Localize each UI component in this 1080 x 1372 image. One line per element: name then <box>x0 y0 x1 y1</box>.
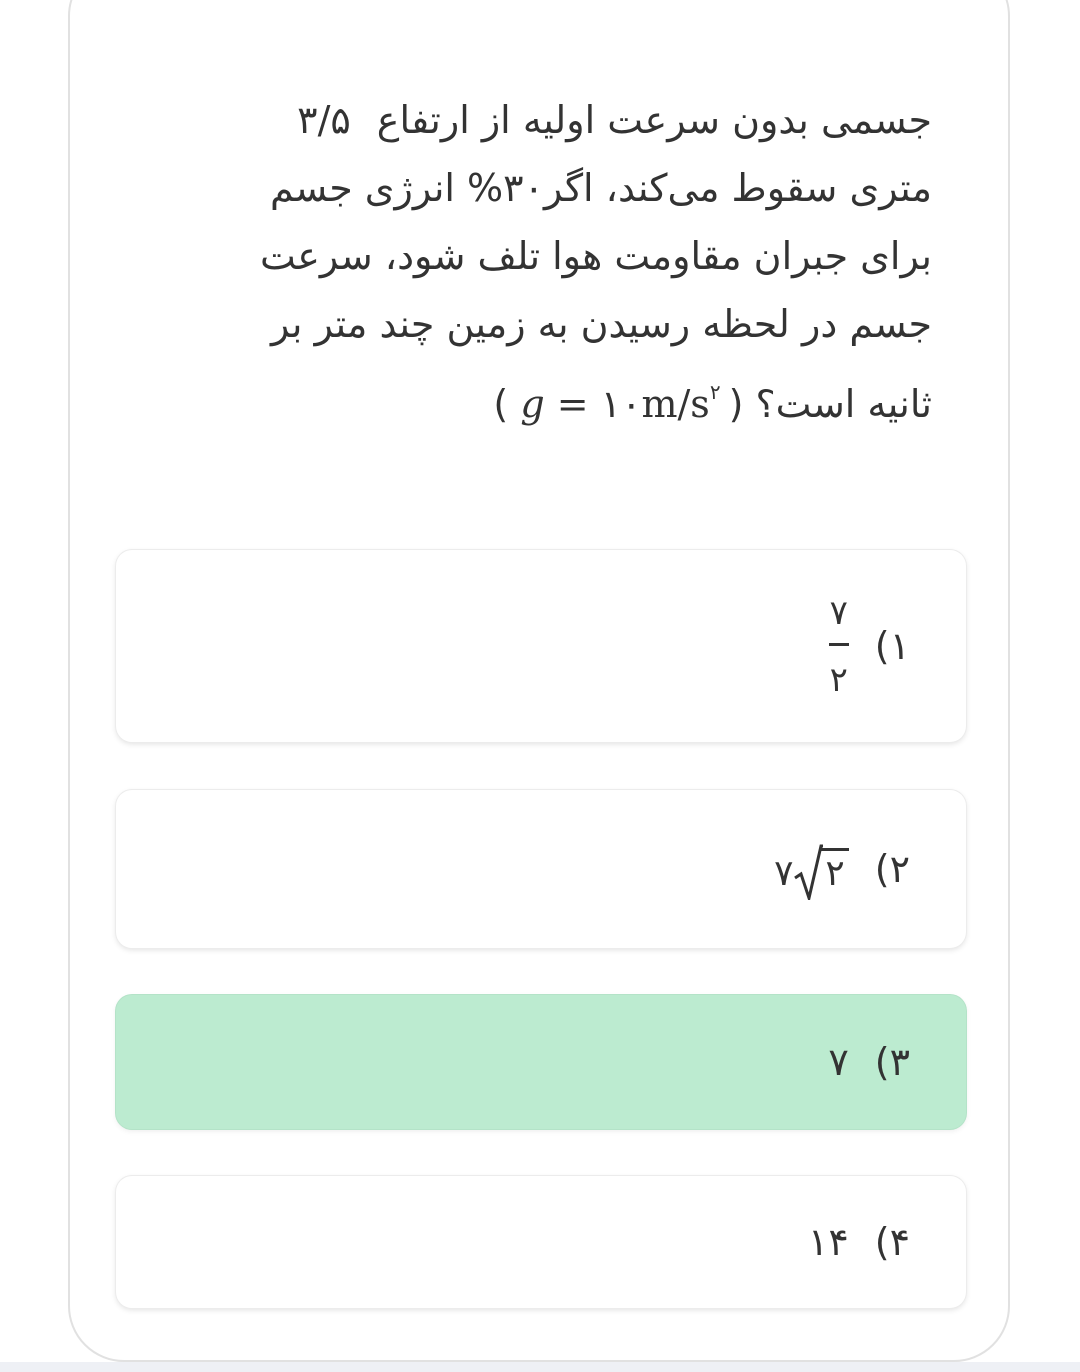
question-line-4: جسم در لحظه رسیدن به زمین چند متر بر <box>270 302 932 346</box>
option-2[interactable] <box>116 790 966 948</box>
question-line-1 <box>150 86 932 154</box>
option-3-correct[interactable] <box>116 995 966 1129</box>
question-line-2: متری سقوط می‌کند، اگر۳۰% انرژی جسم <box>270 166 932 210</box>
option-2-sqrt-expression <box>774 844 849 894</box>
option-4-value: ۱۴ <box>807 1220 849 1264</box>
question-line-3: برای جبران مقاومت هوا تلف شود، سرعت <box>259 234 932 278</box>
formula-close: ) <box>493 382 521 426</box>
option-1-number: ۱) <box>874 624 910 668</box>
option-3-content <box>828 995 910 1129</box>
formula-exponent: ۲ <box>709 380 721 404</box>
formula-value: = ۱۰m/s <box>544 382 710 426</box>
square-root-icon <box>793 844 823 900</box>
question-line-5 <box>150 358 932 438</box>
gravity-formula <box>520 358 720 438</box>
option-4[interactable] <box>116 1176 966 1308</box>
formula-g: g <box>520 382 545 426</box>
fraction-bar <box>829 643 849 646</box>
option-2-number: ۲) <box>874 847 910 891</box>
option-3-value: ۷ <box>828 1040 849 1084</box>
question-line-5-text: ثانیه است؟ ( <box>728 382 932 426</box>
bottom-strip <box>0 1362 1080 1372</box>
height-value: ۳/۵ <box>297 98 351 142</box>
question-text <box>150 86 932 438</box>
option-4-number: ۴) <box>874 1220 910 1264</box>
option-4-content <box>808 1176 910 1308</box>
option-1-denominator: ۲ <box>829 659 848 700</box>
option-1[interactable] <box>116 550 966 742</box>
option-3-number: ۳) <box>874 1040 910 1084</box>
option-1-content <box>829 550 910 742</box>
option-2-content <box>774 790 910 948</box>
question-line-1-text: جسمی بدون سرعت اولیه از ارتفاع <box>376 98 932 142</box>
option-1-numerator: ۷ <box>829 592 848 633</box>
option-1-fraction <box>829 593 849 700</box>
option-2-radicand: ۲ <box>821 848 848 894</box>
option-2-coefficient: ۷ <box>774 853 794 894</box>
